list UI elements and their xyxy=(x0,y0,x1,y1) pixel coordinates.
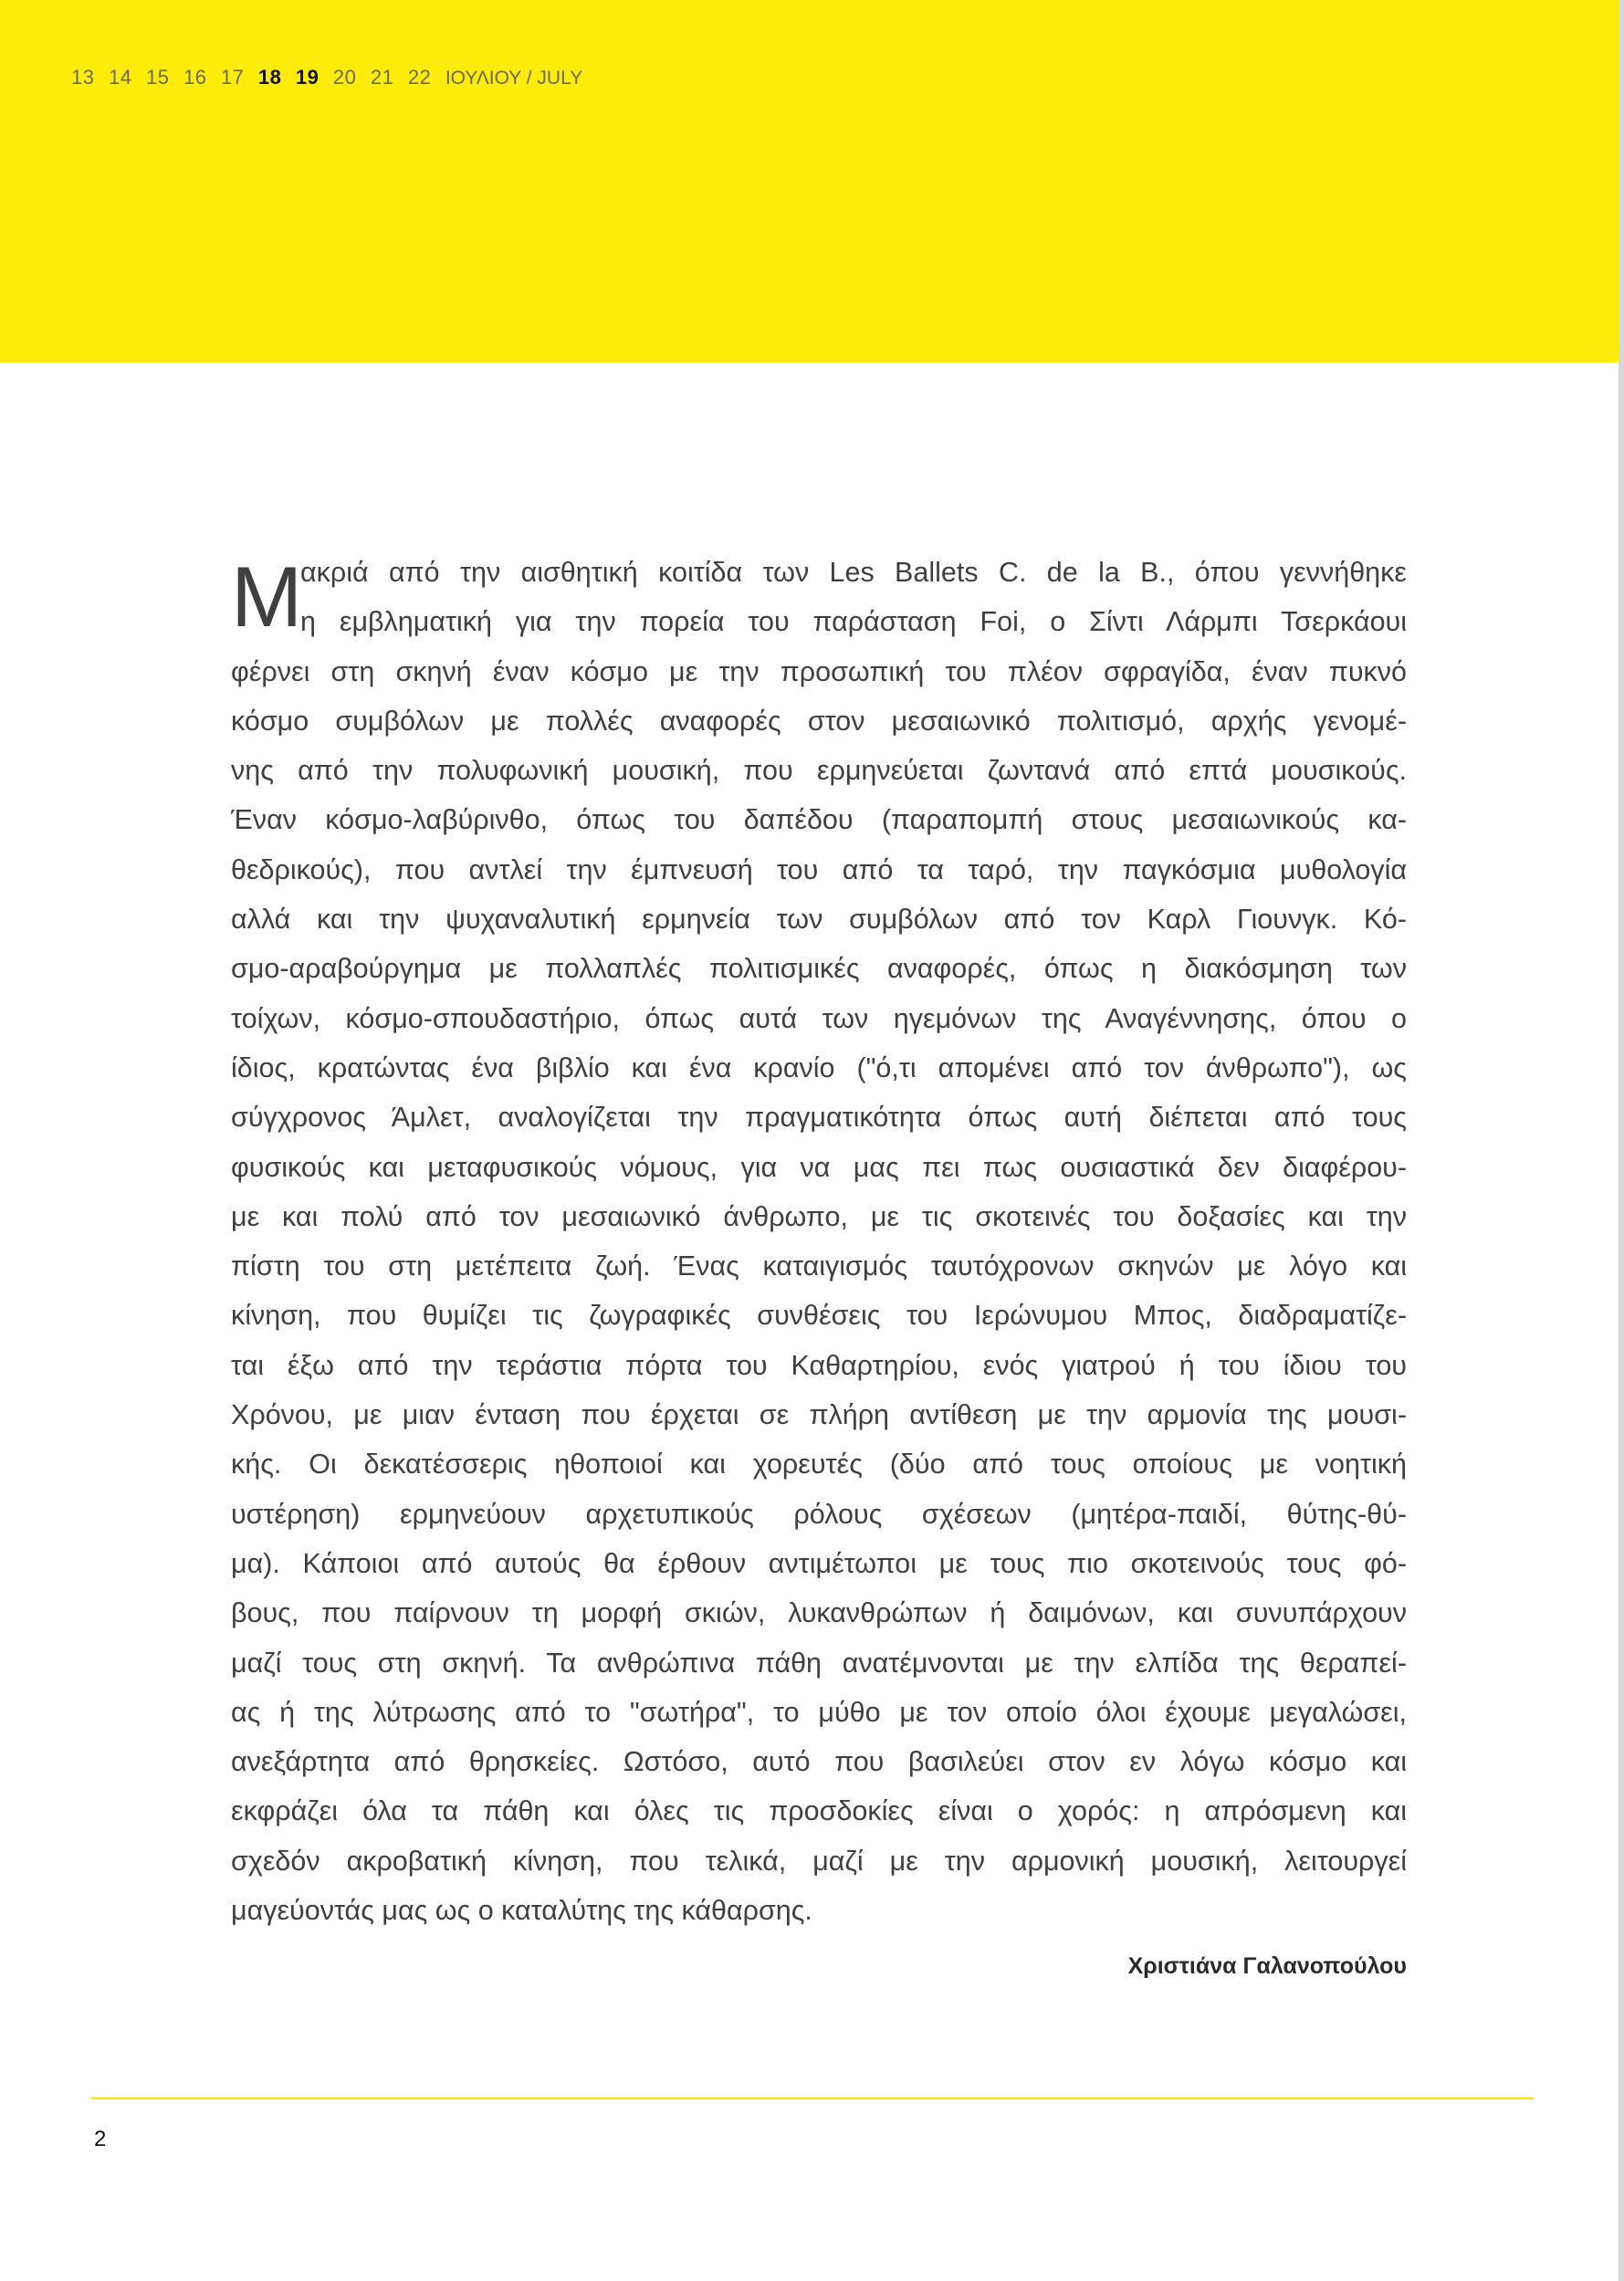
page-edge xyxy=(1619,0,1624,2281)
footer-rule xyxy=(91,2098,1534,2099)
article-line: κής. Οι δεκατέσσερις ηθοποιοί και χορευτές (δύο από τους οποίους με νοητική xyxy=(231,1449,1407,1481)
article-line: κόσμο συμβόλων με πολλές αναφορές στον μεσαιωνικό πολιτισμό, αρχής γενομέ- xyxy=(231,705,1407,737)
date-19: 19 xyxy=(295,66,320,89)
article-line: Έναν κόσμο-λαβύρινθο, όπως του δαπέδου (παραπομπή στους μεσαιωνικούς κα- xyxy=(231,804,1407,836)
article-line: νης από την πολυφωνική μουσική, που ερμηνεύεται ζωντανά από επτά μουσικούς. xyxy=(231,755,1407,787)
article-line: φυσικούς και μεταφυσικούς νόμους, για να μας πει πως ουσιαστικά δεν διαφέρου- xyxy=(231,1151,1407,1183)
article-line: ανεξάρτητα από θρησκείες. Ωστόσο, αυτό που βασιλεύει στον εν λόγω κόσμο και xyxy=(231,1746,1407,1778)
article-line: πίστη του στη μετέπειτα ζωή. Ένας καταιγισμός ταυτόχρονων σκηνών με λόγο και xyxy=(231,1250,1407,1282)
month-label: ΙΟΥΛΙΟΥ / JULY xyxy=(445,68,583,89)
article-body xyxy=(231,548,1407,1935)
article-line: ας ή της λύτρωσης από το "σωτήρα", το μύθο με τον οποίο όλοι έχουμε μεγαλώσει, xyxy=(231,1696,1407,1728)
article-line: με και πολύ από τον μεσαιωνικό άνθρωπο, με τις σκοτεινές του δοξασίες και την xyxy=(231,1200,1407,1232)
article-line: τοίχων, κόσμο-σπουδαστήριο, όπως αυτά των ηγεμόνων της Αναγέννησης, όπου ο xyxy=(231,1002,1407,1034)
article-line: βους, που παίρνουν τη μορφή σκιών, λυκανθρώπων ή δαιμόνων, και συνυπάρχουν xyxy=(231,1597,1407,1629)
article-line: υστέρηση) ερμηνεύουν αρχετυπικούς ρόλους σχέσεων (μητέρα-παιδί, θύτης-θύ- xyxy=(231,1498,1407,1530)
date-14: 14 xyxy=(108,66,132,89)
date-21: 21 xyxy=(370,66,394,89)
article-line: ται έξω από την τεράστια πόρτα του Καθαρτηρίου, ενός γιατρού ή του ίδιου του xyxy=(231,1349,1407,1381)
date-16: 16 xyxy=(183,66,207,89)
article-line: εκφράζει όλα τα πάθη και όλες τις προσδοκίες είναι ο χορός: η απρόσμενη και xyxy=(231,1795,1407,1827)
article-line: αλλά και την ψυχαναλυτική ερμηνεία των συμβόλων από τον Καρλ Γιουνγκ. Κό- xyxy=(231,904,1407,936)
article-line: μαζί τους στη σκηνή. Τα ανθρώπινα πάθη ανατέμνονται με την ελπίδα της θεραπεί- xyxy=(231,1647,1407,1679)
drop-cap: Μ xyxy=(231,549,303,644)
article-line: μαγεύοντάς μας ως ο καταλύτης της κάθαρσης. xyxy=(231,1895,812,1927)
date-20: 20 xyxy=(332,66,357,89)
festival-dates xyxy=(71,66,582,93)
date-18: 18 xyxy=(257,66,282,89)
article-line: ίδιος, κρατώντας ένα βιβλίο και ένα κρανίο ("ό,τι απομένει από τον άνθρωπο"), ως xyxy=(231,1052,1407,1083)
article-line: μα). Κάποιοι από αυτούς θα έρθουν αντιμέτωποι με τους πιο σκοτεινούς τους φό- xyxy=(231,1547,1407,1579)
article-line: σμο-αραβούργημα με πολλαπλές πολιτισμικές αναφορές, όπως η διακόσμηση των xyxy=(231,953,1407,985)
header-yellow-band xyxy=(0,0,1624,362)
article-line: η εμβληματική για την πορεία του παράσταση Foi, ο Σίντι Λάρμπι Τσερκάουι xyxy=(300,606,1407,638)
article-line: κίνηση, που θυμίζει τις ζωγραφικές συνθέσεις του Ιερώνυμου Μπος, διαδραματίζε- xyxy=(231,1300,1407,1332)
article-line: Χρόνου, με μιαν ένταση που έρχεται σε πλήρη αντίθεση με την αρμονία της μουσι- xyxy=(231,1399,1407,1431)
date-17: 17 xyxy=(220,66,245,89)
article-line: σύγχρονος Άμλετ, αναλογίζεται την πραγματικότητα όπως αυτή διέπεται από τους xyxy=(231,1102,1407,1134)
author-name: Χριστιάνα Γαλανοπούλου xyxy=(1127,1953,1407,1979)
date-22: 22 xyxy=(407,66,432,89)
article-line: ακριά από την αισθητική κοιτίδα των Les Ballets C. de la B., όπου γεννήθηκε xyxy=(300,557,1407,588)
date-13: 13 xyxy=(71,66,95,89)
article-line: θεδρικούς), που αντλεί την έμπνευσή του από τα ταρό, την παγκόσμια μυθολογία xyxy=(231,853,1407,885)
article-line: φέρνει στη σκηνή έναν κόσμο με την προσωπική του πλέον σφραγίδα, έναν πυκνό xyxy=(231,655,1407,687)
date-15: 15 xyxy=(145,66,170,89)
page-number: 2 xyxy=(94,2127,107,2151)
article-line: σχεδόν ακροβατική κίνηση, που τελικά, μαζί με την αρμονική μουσική, λειτουργεί xyxy=(231,1845,1407,1877)
